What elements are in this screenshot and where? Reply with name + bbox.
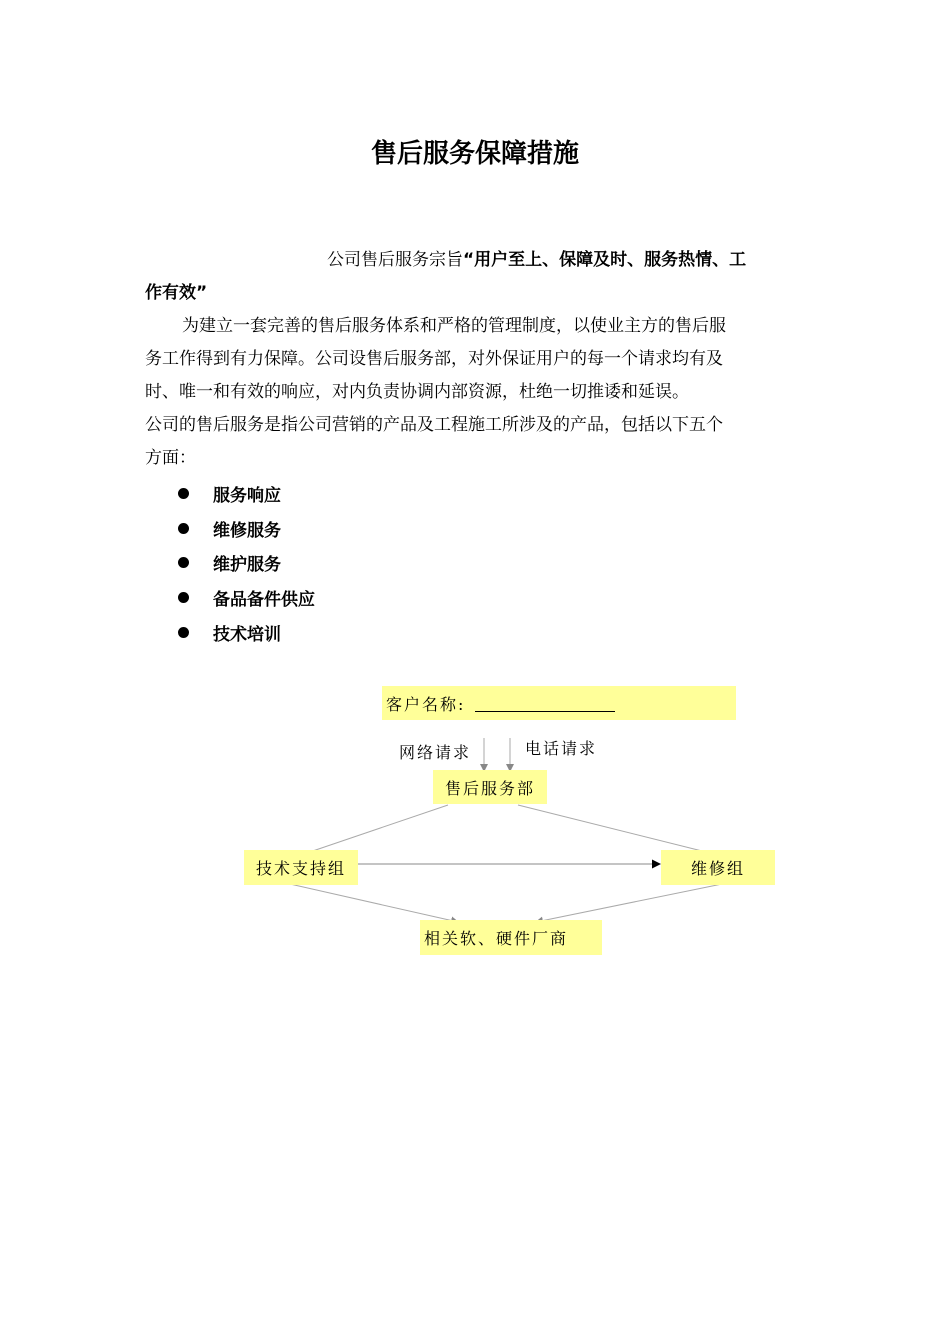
paragraph-line: 务工作得到有力保障。公司设售后服务部，对外保证用户的每一个请求均有及 [145,349,723,369]
list-item-label: 服务响应 [213,485,281,506]
service-dept-box [433,770,547,804]
paragraph-line: 为建立一套完善的售后服务体系和严格的管理制度，以使业主方的售后服 [182,316,726,336]
phone-request-label: 电话请求 [525,739,598,758]
purpose-motto-part1: “用户至上、保障及时、服务热情、工 [463,250,747,270]
customer-name-blank [475,695,615,712]
arrow-repair-to-vendors [536,884,722,922]
purpose-motto-part2: 作有效” [145,283,208,303]
customer-name-box [382,686,736,720]
tech-support-label: 技术支持组 [255,859,346,878]
customer-name-label: 客户名称: [386,694,466,714]
list-item-label: 备品备件供应 [213,589,315,610]
arrow-dept-to-repair [518,805,722,856]
list-item-label: 维修服务 [213,520,281,541]
vendors-box [420,920,602,955]
arrow-tech-to-vendors [290,884,458,922]
list-item-label: 技术培训 [213,624,281,645]
network-request-label: 网络请求 [399,743,472,762]
repair-group-box [661,850,775,885]
tech-support-box [244,850,358,885]
repair-group-label: 维修组 [690,859,745,878]
service-dept-label: 售后服务部 [444,778,535,798]
paragraph-line: 方面： [145,448,196,468]
list-item-label: 维护服务 [213,555,281,576]
page-title: 售后服务保障措施 [370,139,579,169]
vendors-label: 相关软、硬件厂商 [424,929,569,948]
paragraph-line: 公司的售后服务是指公司营销的产品及工程施工所涉及的产品，包括以下五个 [145,415,723,435]
paragraph-line: 时、唯一和有效的响应，对内负责协调内部资源，杜绝一切推诿和延误。 [145,382,689,402]
arrow-dept-to-tech [298,805,448,856]
purpose-prefix: 公司售后服务宗旨 [327,250,463,270]
